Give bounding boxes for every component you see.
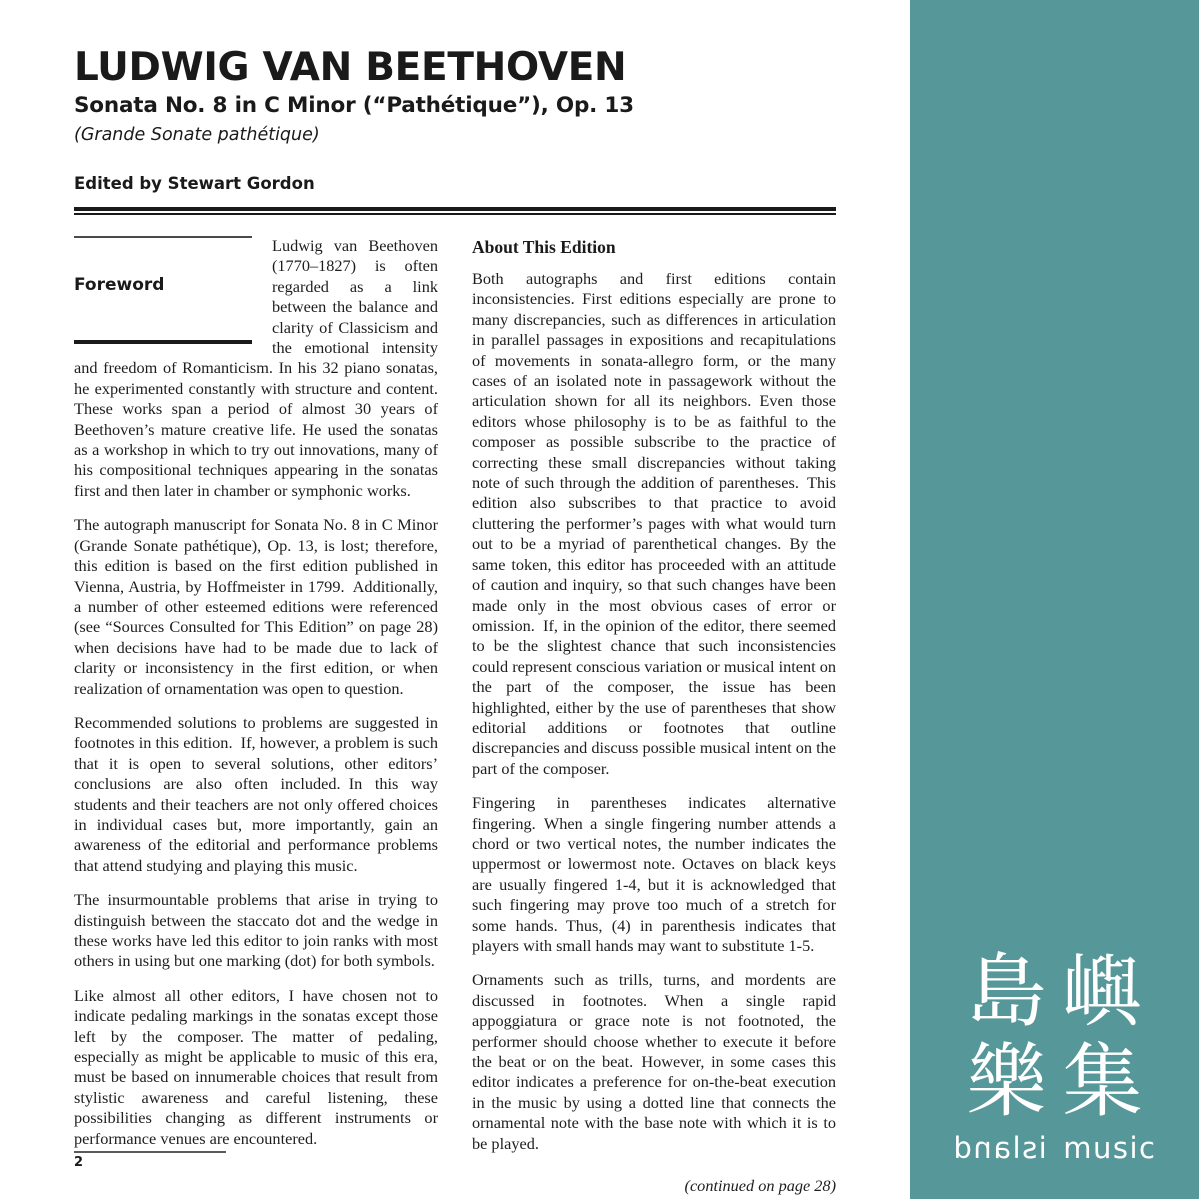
left-paragraph: The insurmountable problems that arise in trying to distinguish between the staccato dot and the wedge in these works have led this editor to join ranks with most others in using but one marking (dot) for both symbols.: [74, 890, 438, 971]
foreword-rule-top: [74, 236, 252, 238]
logo-wordmark: [952, 1131, 1156, 1165]
logo-wordmark-island: island: [952, 1131, 1048, 1165]
page-content: [74, 46, 836, 1196]
left-paragraph: Ludwig van Beethoven (1770–1827) is often regarded as a link between the balance and clarity of Classicism and the emotional intensity and freedom of Romanticism. In his 32 piano sonatas, he experimented constantly with structure and content. These works span a period of almost 30 years of Beethoven’s mature creative life. He used the sonatas as a workshop in which to try out innovations, many of his compositional techniques appearing in the sonatas first and then later in chamber or symphonic works.: [74, 236, 438, 500]
left-paragraph: Like almost all other editors, I have chosen not to indicate pedaling markings in the sonatas except those left by the composer. The matter of pedaling, especially as might be applicable to music of this era, must be based on innumerable choices that result from stylistic awareness and careful listening, these possibilities changing as different instruments or performance venues are encountered.: [74, 985, 438, 1148]
right-paragraph: Both autographs and first editions contain inconsistencies. First editions especially are prone to many discrepancies, such as differences in articulation in parallel passages in expositions and recapitulations of movements in sonata-allegro form, or the many cases of an isolated note in passagework without the articulation shown for all its neighbors. Even those editors whose philosophy is to be as faithful to the composer as possible subscribe to the practice of correcting these small discrepancies without taking note of such through the addition of parentheses. This edition also subscribes to that practice to avoid cluttering the performer’s pages with what would turn out to be a myriad of parenthetical changes. By the same token, this editor has proceeded with an attitude of caution and inquiry, so that such changes have been made only in the most obvious cases of error or omission. If, in the opinion of the editor, there seemed to be the slightest chance that such inconsistencies could represent conscious variation or musical intent on the part of the composer, the issue has been highlighted, either by the use of parentheses that show editorial additions or footnotes that outline discrepancies and discuss possible musical intent on the part of the composer.: [472, 269, 836, 778]
right-paragraph: Ornaments such as trills, turns, and mordents are discussed in footnotes. When a single rapid appoggiatura or grace note is not footnoted, the performer should choose whether to execute it before the beat or on the beat. However, in some cases this editor indicates a preference for on-the-beat execution in the music by using a dotted line that connects the ornamental note with the base note with which it is to be played.: [472, 970, 836, 1153]
logo-char-yue: 樂: [966, 1035, 1047, 1128]
right-column: [472, 236, 836, 1196]
continued-note: (continued on page 28): [684, 1176, 836, 1196]
work-subtitle: (Grande Sonate pathétique): [74, 125, 320, 145]
section-heading-about-this-edition: About This Edition: [472, 237, 616, 257]
foreword-rule-bottom: [74, 340, 252, 344]
body-columns: [74, 236, 836, 1196]
right-paragraph: Fingering in parentheses indicates alternative fingering. When a single fingering number attends a chord or two vertical notes, the number indicates the uppermost or lowermost note. Octaves on black keys are usually fingered 1-4, but it is acknowledged that such fingering may prove too much of a stretch for some hands. Thus, (4) in parenthesis indicates that players with small hands may want to substitute 1-5.: [472, 793, 836, 955]
brand-panel: [910, 0, 1199, 1199]
logo-char-dao: 島: [966, 945, 1047, 1038]
composer-name: LUDWIG VAN BEETHOVEN: [74, 45, 627, 90]
left-paragraph: Recommended solutions to problems are suggested in footnotes in this edition. If, however, a problem is such that it is open to several solutions, other editors’ conclusions are also often included. In this way students and their teachers are not only offered choices in individual cases but, more importantly, gain an awareness of the editorial and performance problems that attend studying and playing this music.: [74, 712, 438, 875]
page-number: 2: [74, 1155, 84, 1170]
masthead: [74, 46, 836, 215]
divider-thin-line: [74, 213, 836, 215]
work-title: Sonata No. 8 in C Minor (“Pathétique”), Op. 13: [74, 93, 634, 118]
foreword-label: Foreword: [74, 275, 165, 295]
foreword-sidebar-block: [74, 236, 252, 344]
logo-wordmark-music: music: [1063, 1131, 1157, 1165]
logo-char-yu: 嶼: [1062, 945, 1143, 1038]
left-paragraph: The autograph manuscript for Sonata No. 8 in C Minor (Grande Sonate pathétique), Op. 13, is lost; therefore, this edition is based on the first edition published in Vienna, Austria, by Hoffmeister in 1799. Additionally, a number of other esteemed editions were referenced (see “Sources Consulted for This Edition” on page 28) when decisions have had to be made due to lack of clarity or inconsistency in the first edition, or when realization of ornamentation was open to question.: [74, 515, 438, 698]
logo-character-grid: [964, 945, 1146, 1128]
island-music-logo: [910, 945, 1199, 1165]
editor-credit: Edited by Stewart Gordon: [74, 174, 315, 193]
page-footer: [74, 1151, 226, 1171]
masthead-divider: [74, 207, 836, 215]
footer-rule: [74, 1151, 226, 1153]
logo-char-ji: 集: [1062, 1035, 1143, 1128]
left-column: [74, 236, 438, 1149]
